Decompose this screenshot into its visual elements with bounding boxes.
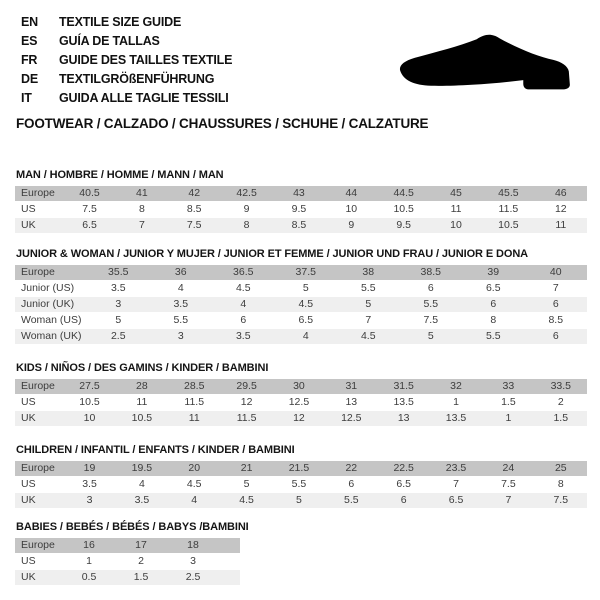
size-table bbox=[15, 265, 587, 345]
row-label: US bbox=[15, 477, 63, 493]
table-row bbox=[15, 265, 587, 281]
size-cell: 1 bbox=[482, 411, 534, 427]
size-cell: 1 bbox=[63, 554, 115, 570]
size-cell: 7.5 bbox=[535, 493, 587, 509]
size-cell: 10.5 bbox=[482, 218, 534, 234]
category-title: FOOTWEAR / CALZADO / CHAUSSURES / SCHUHE / CALZATURE bbox=[16, 116, 429, 131]
size-cell: 11 bbox=[535, 218, 587, 234]
size-cell: 8 bbox=[535, 477, 587, 493]
size-cell: 11 bbox=[430, 202, 482, 218]
size-cell: 9.5 bbox=[377, 218, 429, 234]
size-cell: 2 bbox=[115, 554, 167, 570]
size-cell: 6.5 bbox=[275, 313, 338, 329]
size-cell: 4 bbox=[150, 281, 213, 297]
size-cell: 12 bbox=[220, 395, 272, 411]
table-title: MAN / HOMBRE / HOMME / MANN / MAN bbox=[16, 169, 224, 181]
size-cell: 2.5 bbox=[167, 570, 219, 586]
size-cell: 24 bbox=[482, 461, 534, 477]
size-cell: 35.5 bbox=[87, 265, 150, 281]
size-cell: 11 bbox=[168, 411, 220, 427]
size-cell: 30 bbox=[273, 379, 325, 395]
row-label: Europe bbox=[15, 265, 87, 281]
size-table-section bbox=[15, 169, 600, 234]
size-table-section bbox=[15, 248, 600, 345]
size-cell: 5 bbox=[400, 329, 463, 345]
size-cell: 29.5 bbox=[220, 379, 272, 395]
size-cell: 6 bbox=[525, 329, 588, 345]
language-label: GUÍA DE TALLAS bbox=[59, 33, 160, 48]
size-cell: 7 bbox=[482, 493, 534, 509]
size-cell: 5.5 bbox=[325, 493, 377, 509]
size-cell: 12.5 bbox=[325, 411, 377, 427]
row-label: UK bbox=[15, 411, 63, 427]
table-row bbox=[15, 379, 587, 395]
row-label: Junior (US) bbox=[15, 281, 87, 297]
size-cell: 40 bbox=[525, 265, 588, 281]
row-label: UK bbox=[15, 218, 63, 234]
size-table-section bbox=[15, 521, 600, 586]
size-cell: 1 bbox=[430, 395, 482, 411]
size-cell: 7 bbox=[430, 477, 482, 493]
table-row bbox=[15, 461, 587, 477]
table-row bbox=[15, 538, 240, 554]
size-cell: 5 bbox=[273, 493, 325, 509]
table-row bbox=[15, 202, 587, 218]
size-cell: 23.5 bbox=[430, 461, 482, 477]
size-cell: 38 bbox=[337, 265, 400, 281]
size-cell: 8.5 bbox=[168, 202, 220, 218]
size-cell: 3.5 bbox=[116, 493, 168, 509]
table-row bbox=[15, 186, 587, 202]
table-row bbox=[15, 477, 587, 493]
size-cell: 11 bbox=[116, 395, 168, 411]
size-cell: 19.5 bbox=[116, 461, 168, 477]
size-cell: 4 bbox=[212, 297, 275, 313]
size-table bbox=[15, 538, 240, 586]
spacer-cell bbox=[219, 554, 240, 570]
size-cell: 32 bbox=[430, 379, 482, 395]
size-cell: 8 bbox=[220, 218, 272, 234]
size-cell: 4 bbox=[168, 493, 220, 509]
row-label: Europe bbox=[15, 379, 63, 395]
size-cell: 9.5 bbox=[273, 202, 325, 218]
size-table bbox=[15, 379, 587, 427]
size-cell: 0.5 bbox=[63, 570, 115, 586]
size-cell: 1.5 bbox=[115, 570, 167, 586]
size-cell: 5.5 bbox=[150, 313, 213, 329]
size-cell: 38.5 bbox=[400, 265, 463, 281]
size-cell: 44.5 bbox=[377, 186, 429, 202]
row-label: UK bbox=[15, 570, 63, 586]
size-cell: 6.5 bbox=[430, 493, 482, 509]
table-row bbox=[15, 297, 587, 313]
size-cell: 6 bbox=[377, 493, 429, 509]
guide-header bbox=[0, 0, 600, 131]
row-label: UK bbox=[15, 493, 63, 509]
size-cell: 12.5 bbox=[273, 395, 325, 411]
size-cell: 10.5 bbox=[63, 395, 115, 411]
table-row bbox=[15, 313, 587, 329]
table-row bbox=[15, 570, 240, 586]
size-cell: 2.5 bbox=[87, 329, 150, 345]
size-table bbox=[15, 461, 587, 509]
size-cell: 6 bbox=[325, 477, 377, 493]
size-cell: 40.5 bbox=[63, 186, 115, 202]
size-cell: 4 bbox=[116, 477, 168, 493]
size-cell: 3.5 bbox=[63, 477, 115, 493]
size-cell: 20 bbox=[168, 461, 220, 477]
row-label: US bbox=[15, 554, 63, 570]
size-cell: 5 bbox=[337, 297, 400, 313]
size-cell: 36 bbox=[150, 265, 213, 281]
size-cell: 22.5 bbox=[377, 461, 429, 477]
size-cell: 22 bbox=[325, 461, 377, 477]
size-cell: 3 bbox=[87, 297, 150, 313]
size-cell: 4.5 bbox=[220, 493, 272, 509]
size-cell: 44 bbox=[325, 186, 377, 202]
size-cell: 1.5 bbox=[535, 411, 587, 427]
size-cell: 11.5 bbox=[220, 411, 272, 427]
size-cell: 6.5 bbox=[462, 281, 525, 297]
size-cell: 7.5 bbox=[168, 218, 220, 234]
size-cell: 19 bbox=[63, 461, 115, 477]
size-cell: 5.5 bbox=[462, 329, 525, 345]
size-cell: 6 bbox=[462, 297, 525, 313]
size-cell: 11.5 bbox=[482, 202, 534, 218]
size-cell: 4.5 bbox=[168, 477, 220, 493]
size-cell: 11.5 bbox=[168, 395, 220, 411]
size-cell: 10.5 bbox=[377, 202, 429, 218]
size-table bbox=[15, 186, 587, 234]
size-cell: 5 bbox=[275, 281, 338, 297]
size-cell: 6 bbox=[212, 313, 275, 329]
language-code: ES bbox=[21, 33, 38, 48]
size-cell: 13 bbox=[325, 395, 377, 411]
size-cell: 5 bbox=[220, 477, 272, 493]
size-cell: 13 bbox=[377, 411, 429, 427]
size-cell: 42 bbox=[168, 186, 220, 202]
size-cell: 12 bbox=[535, 202, 587, 218]
size-cell: 1.5 bbox=[482, 395, 534, 411]
table-title: BABIES / BEBÉS / BÉBÉS / BABYS /BAMBINI bbox=[16, 521, 249, 533]
size-cell: 13.5 bbox=[377, 395, 429, 411]
size-cell: 36.5 bbox=[212, 265, 275, 281]
size-cell: 13.5 bbox=[430, 411, 482, 427]
size-cell: 39 bbox=[462, 265, 525, 281]
row-label: Woman (UK) bbox=[15, 329, 87, 345]
row-label: US bbox=[15, 202, 63, 218]
size-cell: 3 bbox=[150, 329, 213, 345]
spacer-cell bbox=[219, 570, 240, 586]
size-cell: 10 bbox=[430, 218, 482, 234]
language-code: IT bbox=[21, 90, 32, 105]
size-cell: 3.5 bbox=[212, 329, 275, 345]
size-cell: 4.5 bbox=[212, 281, 275, 297]
size-cell: 41 bbox=[116, 186, 168, 202]
size-tables bbox=[0, 169, 600, 586]
size-table-section bbox=[15, 362, 600, 427]
spacer-cell bbox=[219, 538, 240, 554]
size-cell: 6.5 bbox=[377, 477, 429, 493]
language-code: EN bbox=[21, 14, 38, 29]
size-cell: 5 bbox=[87, 313, 150, 329]
table-row bbox=[15, 554, 240, 570]
size-cell: 8.5 bbox=[273, 218, 325, 234]
size-cell: 12 bbox=[273, 411, 325, 427]
size-cell: 4.5 bbox=[275, 297, 338, 313]
language-label: TEXTILE SIZE GUIDE bbox=[59, 14, 182, 29]
size-cell: 45 bbox=[430, 186, 482, 202]
size-cell: 3.5 bbox=[87, 281, 150, 297]
size-cell: 25 bbox=[535, 461, 587, 477]
size-cell: 7 bbox=[525, 281, 588, 297]
row-label: US bbox=[15, 395, 63, 411]
size-cell: 46 bbox=[535, 186, 587, 202]
size-cell: 6 bbox=[525, 297, 588, 313]
size-cell: 31.5 bbox=[377, 379, 429, 395]
table-row bbox=[15, 281, 587, 297]
size-cell: 27.5 bbox=[63, 379, 115, 395]
size-cell: 42.5 bbox=[220, 186, 272, 202]
size-cell: 10 bbox=[325, 202, 377, 218]
table-title: KIDS / NIÑOS / DES GAMINS / KINDER / BAMBINI bbox=[16, 362, 269, 374]
size-cell: 3 bbox=[167, 554, 219, 570]
size-cell: 5.5 bbox=[273, 477, 325, 493]
size-cell: 10.5 bbox=[116, 411, 168, 427]
table-row bbox=[15, 493, 587, 509]
shoe-icon bbox=[398, 32, 574, 92]
language-label: GUIDA ALLE TAGLIE TESSILI bbox=[59, 90, 229, 105]
size-cell: 3 bbox=[63, 493, 115, 509]
size-cell: 7 bbox=[116, 218, 168, 234]
size-cell: 9 bbox=[220, 202, 272, 218]
size-cell: 4 bbox=[275, 329, 338, 345]
size-cell: 3.5 bbox=[150, 297, 213, 313]
size-cell: 7 bbox=[337, 313, 400, 329]
row-label: Woman (US) bbox=[15, 313, 87, 329]
row-label: Europe bbox=[15, 461, 63, 477]
language-code: DE bbox=[21, 71, 38, 86]
size-cell: 7.5 bbox=[63, 202, 115, 218]
table-title: JUNIOR & WOMAN / JUNIOR Y MUJER / JUNIOR ET FEMME / JUNIOR UND FRAU / JUNIOR E DONA bbox=[16, 248, 529, 260]
language-label: GUIDE DES TAILLES TEXTILE bbox=[59, 52, 233, 67]
table-row bbox=[15, 395, 587, 411]
size-cell: 31 bbox=[325, 379, 377, 395]
size-cell: 10 bbox=[63, 411, 115, 427]
language-row bbox=[21, 12, 600, 31]
size-cell: 8 bbox=[462, 313, 525, 329]
table-title: CHILDREN / INFANTIL / ENFANTS / KINDER / BAMBINI bbox=[16, 444, 295, 456]
size-table-section bbox=[15, 444, 600, 509]
size-cell: 2 bbox=[535, 395, 587, 411]
table-row bbox=[15, 329, 587, 345]
size-cell: 4.5 bbox=[337, 329, 400, 345]
size-cell: 33.5 bbox=[535, 379, 587, 395]
size-cell: 7.5 bbox=[482, 477, 534, 493]
row-label: Junior (UK) bbox=[15, 297, 87, 313]
size-cell: 7.5 bbox=[400, 313, 463, 329]
size-cell: 8 bbox=[116, 202, 168, 218]
size-cell: 33 bbox=[482, 379, 534, 395]
size-cell: 43 bbox=[273, 186, 325, 202]
row-label: Europe bbox=[15, 538, 63, 554]
table-row bbox=[15, 218, 587, 234]
size-cell: 8.5 bbox=[525, 313, 588, 329]
size-cell: 18 bbox=[167, 538, 219, 554]
size-cell: 45.5 bbox=[482, 186, 534, 202]
size-cell: 5.5 bbox=[400, 297, 463, 313]
table-row bbox=[15, 411, 587, 427]
size-cell: 28.5 bbox=[168, 379, 220, 395]
size-cell: 17 bbox=[115, 538, 167, 554]
size-cell: 21 bbox=[220, 461, 272, 477]
language-label: TEXTILGRÖßENFÜHRUNG bbox=[59, 71, 215, 86]
size-cell: 16 bbox=[63, 538, 115, 554]
size-cell: 6 bbox=[400, 281, 463, 297]
size-cell: 9 bbox=[325, 218, 377, 234]
size-cell: 21.5 bbox=[273, 461, 325, 477]
size-cell: 5.5 bbox=[337, 281, 400, 297]
size-cell: 28 bbox=[116, 379, 168, 395]
size-cell: 37.5 bbox=[275, 265, 338, 281]
size-cell: 6.5 bbox=[63, 218, 115, 234]
row-label: Europe bbox=[15, 186, 63, 202]
language-code: FR bbox=[21, 52, 38, 67]
